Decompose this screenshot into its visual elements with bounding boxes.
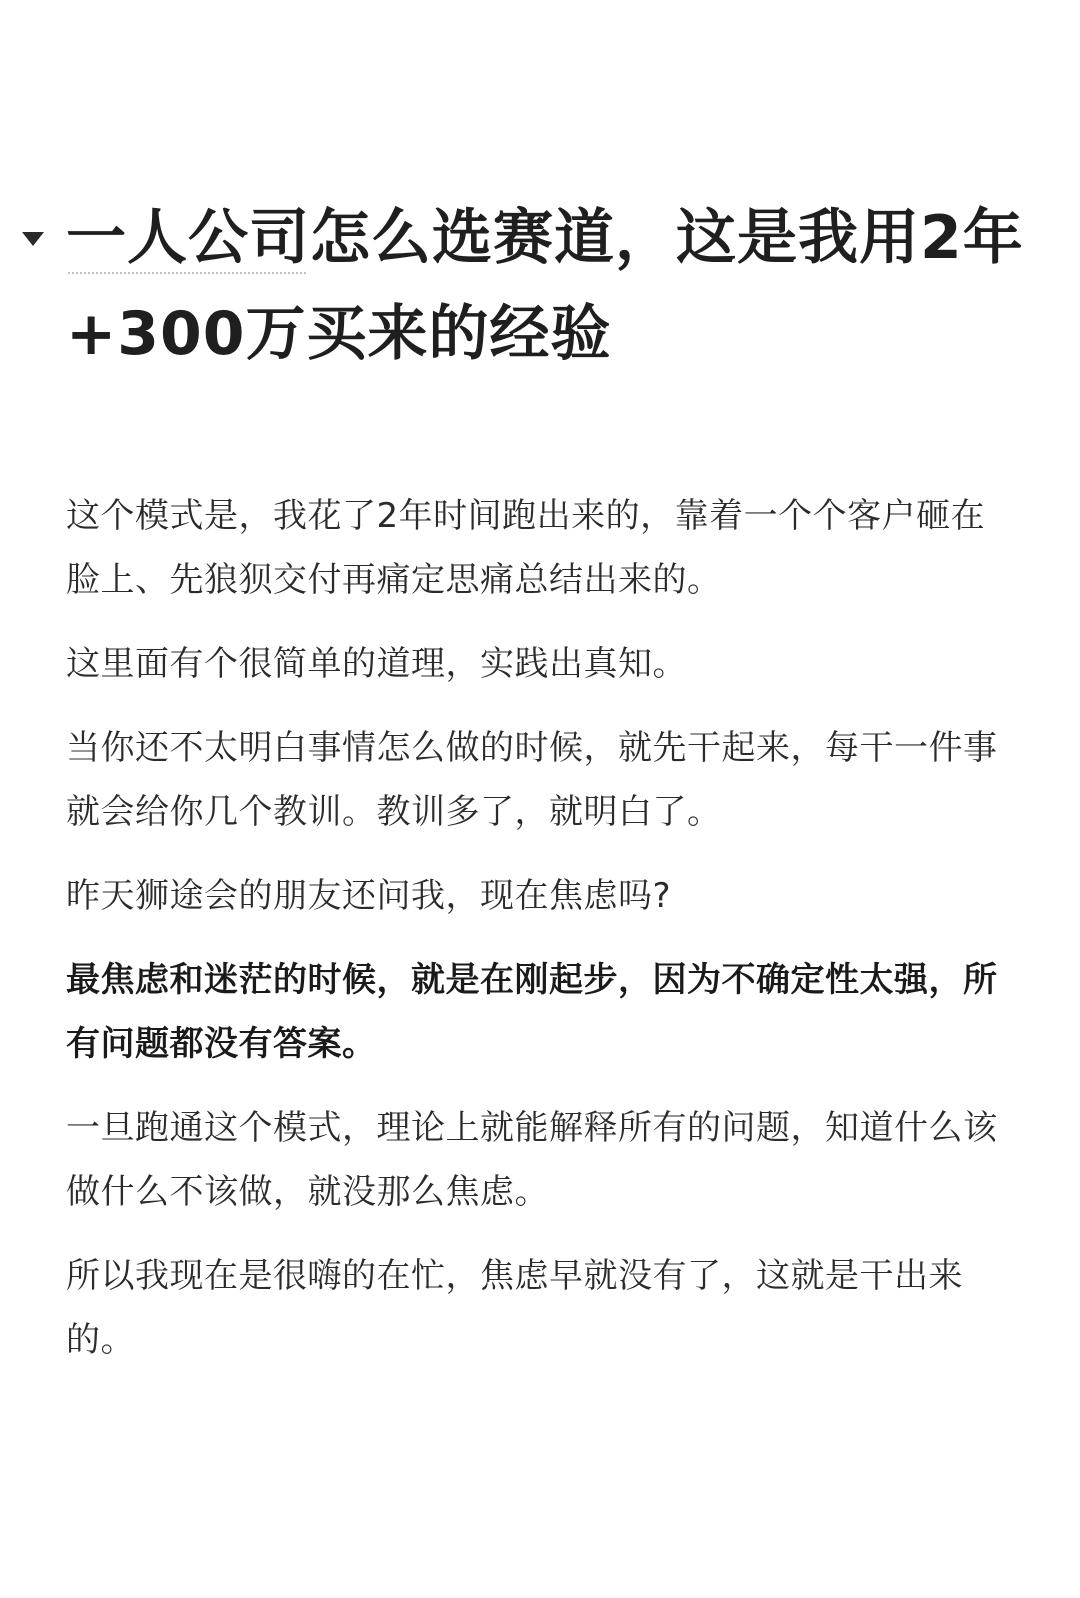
paragraph-1: 这个模式是，我花了2年时间跑出来的，靠着一个个客户砸在脸上、先狼狈交付再痛定思痛总结出来的。: [66, 496, 986, 600]
paragraph-7: 所以我现在是很嗨的在忙，焦虑早就没有了，这就是干出来的。: [66, 1256, 963, 1360]
paragraph-6: 一旦跑通这个模式，理论上就能解释所有的问题，知道什么该做什么不该做，就没那么焦虑。: [66, 1108, 998, 1212]
triangle-down-icon[interactable]: [22, 232, 44, 246]
paragraph-5-bold: 最焦虑和迷茫的时候，就是在刚起步，因为不确定性太强，所有问题都没有答案。: [66, 960, 998, 1064]
paragraph-4: 昨天狮途会的朋友还问我，现在焦虑吗?: [66, 876, 672, 916]
page-title: 一人公司怎么选赛道，这是我用2年+300万买来的经验: [66, 203, 1024, 369]
title-link-underline: [68, 272, 306, 274]
paragraph-3: 当你还不太明白事情怎么做的时候，就先干起来，每干一件事就会给你几个教训。教训多了，就明白了。: [66, 728, 998, 832]
article-body: [66, 484, 1006, 1392]
paragraph-2: 这里面有个很简单的道理，实践出真知。: [66, 644, 687, 684]
